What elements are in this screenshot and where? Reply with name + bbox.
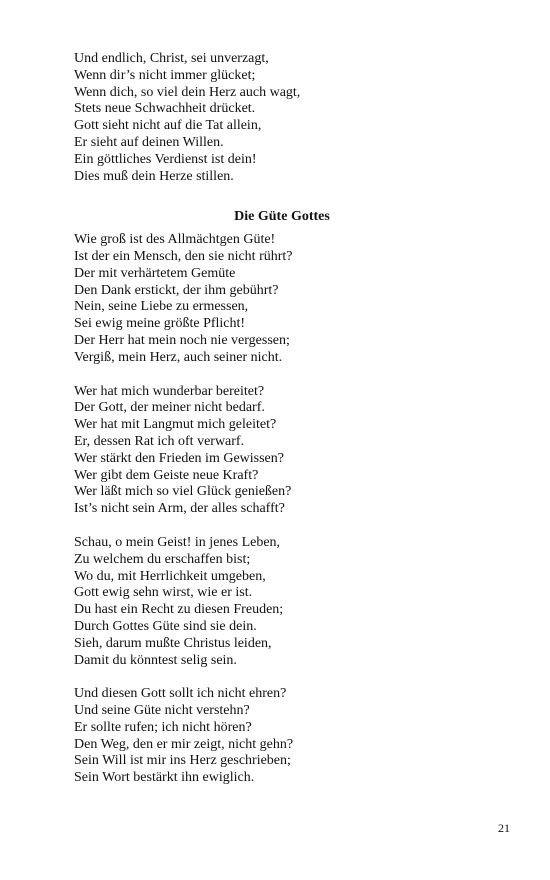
- verse-line: Den Dank erstickt, der ihm gebührt?: [74, 282, 279, 298]
- verse-line: Du hast ein Recht zu diesen Freuden;: [74, 602, 284, 618]
- stanza-4: [74, 686, 494, 787]
- spacer: [74, 518, 494, 535]
- verse-line: Wer hat mit Langmut mich geleitet?: [74, 417, 277, 433]
- verse-line: Ist der ein Mensch, den sie nicht rührt?: [74, 248, 293, 264]
- verse-line: Und diesen Gott sollt ich nicht ehren?: [74, 686, 287, 702]
- verse-line: Sei ewig meine größte Pflicht!: [74, 316, 246, 332]
- intro-stanza: [74, 51, 494, 185]
- verse-line: Sein Will ist mir ins Herz geschrieben;: [74, 753, 291, 769]
- page-content: [74, 51, 494, 787]
- verse-line: Stets neue Schwachheit drücket.: [74, 101, 256, 117]
- verse-line: Sein Wort bestärkt ihn ewiglich.: [74, 770, 255, 786]
- verse-line: Vergiß, mein Herz, auch seiner nicht.: [74, 349, 283, 365]
- verse-line: Wer läßt mich so viel Glück genießen?: [74, 484, 292, 500]
- verse-line: Der Gott, der meiner nicht bedarf.: [74, 400, 265, 416]
- spacer: [74, 185, 494, 209]
- verse-line: Er sollte rufen; ich nicht hören?: [74, 719, 252, 735]
- poem-title: Die Güte Gottes: [234, 209, 330, 225]
- verse-line: Wenn dir’s nicht immer glücket;: [74, 67, 256, 83]
- page-number: 21: [498, 821, 510, 835]
- title-wrap: [72, 209, 492, 226]
- spacer: [74, 367, 494, 384]
- stanza-3: [74, 535, 494, 669]
- verse-line: Wenn dich, so viel dein Herz auch wagt,: [74, 84, 301, 100]
- verse-line: Gott ewig sehn wirst, wie er ist.: [74, 585, 253, 601]
- verse-line: Er, dessen Rat ich oft verwarf.: [74, 433, 245, 449]
- verse-line: Dies muß dein Herze stillen.: [74, 168, 234, 184]
- verse-line: Durch Gottes Güte sind sie dein.: [74, 618, 257, 634]
- verse-line: Zu welchem du erschaffen bist;: [74, 551, 251, 567]
- verse-line: Schau, o mein Geist! in jenes Leben,: [74, 534, 281, 550]
- verse-line: Der Herr hat mein noch nie vergessen;: [74, 332, 290, 348]
- verse-line: Wer gibt dem Geiste neue Kraft?: [74, 467, 259, 483]
- verse-line: Wer stärkt den Frieden im Gewissen?: [74, 450, 284, 466]
- stanza-1: [74, 232, 494, 366]
- verse-line: Wie groß ist des Allmächtgen Güte!: [74, 232, 276, 248]
- verse-line: Der mit verhärtetem Gemüte: [74, 265, 236, 281]
- verse-line: Er sieht auf deinen Willen.: [74, 134, 224, 150]
- verse-line: Gott sieht nicht auf die Tat allein,: [74, 118, 262, 134]
- verse-line: Und seine Güte nicht verstehn?: [74, 703, 250, 719]
- verse-line: Wo du, mit Herrlichkeit umgeben,: [74, 568, 266, 584]
- verse-line: Ist’s nicht sein Arm, der alles schafft?: [74, 501, 285, 517]
- verse-line: Den Weg, den er mir zeigt, nicht gehn?: [74, 736, 294, 752]
- verse-line: Wer hat mich wunderbar bereitet?: [74, 383, 265, 399]
- verse-line: Ein göttliches Verdienst ist dein!: [74, 151, 257, 167]
- spacer: [74, 669, 494, 686]
- verse-line: Damit du könntest selig sein.: [74, 652, 237, 668]
- verse-line: Und endlich, Christ, sei unverzagt,: [74, 51, 269, 66]
- verse-line: Sieh, darum mußte Christus leiden,: [74, 635, 272, 651]
- verse-line: Nein, seine Liebe zu ermessen,: [74, 299, 249, 315]
- stanza-2: [74, 384, 494, 518]
